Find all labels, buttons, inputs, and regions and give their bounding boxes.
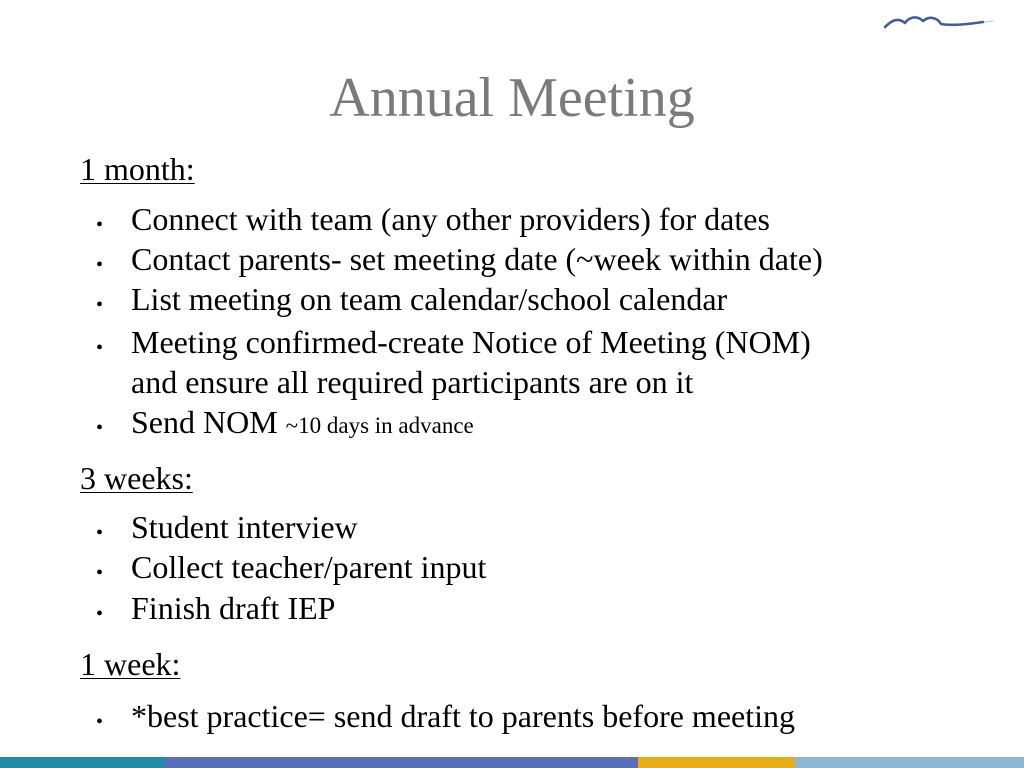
list-item-continuation: and ensure all required participants are on it bbox=[131, 364, 694, 400]
list-item: Contact parents- set meeting date (~week within date) bbox=[131, 241, 823, 277]
bullet-icon: • bbox=[96, 294, 104, 316]
bullet-icon: • bbox=[96, 214, 104, 236]
bar-segment-light-blue bbox=[795, 757, 1024, 768]
bar-segment-yellow bbox=[638, 757, 795, 768]
bar-segment-teal bbox=[0, 757, 165, 768]
bullet-icon: • bbox=[96, 603, 104, 625]
bullet-icon: • bbox=[96, 522, 104, 544]
list-item: *best practice= send draft to parents before meeting bbox=[131, 698, 795, 734]
bar-segment-blue bbox=[165, 757, 638, 768]
logo-mountain-icon bbox=[883, 10, 995, 32]
list-item: Meeting confirmed-create Notice of Meeting (NOM) bbox=[131, 324, 811, 360]
list-item: Connect with team (any other providers) for dates bbox=[131, 201, 770, 237]
list-item: List meeting on team calendar/school calendar bbox=[131, 281, 728, 317]
section-heading-3-weeks: 3 weeks: bbox=[80, 460, 193, 496]
bullet-icon: • bbox=[96, 337, 104, 359]
page-title: Annual Meeting bbox=[329, 67, 695, 129]
list-item-note: ~10 days in advance bbox=[285, 413, 474, 438]
bullet-icon: • bbox=[96, 254, 104, 276]
bullet-icon: • bbox=[96, 711, 104, 733]
section-heading-1-week: 1 week: bbox=[80, 646, 181, 682]
list-item: Collect teacher/parent input bbox=[131, 549, 487, 585]
section-heading-1-month: 1 month: bbox=[80, 151, 195, 187]
list-item bbox=[131, 402, 474, 446]
list-item-text: Send NOM bbox=[131, 404, 278, 440]
bottom-color-bar bbox=[0, 757, 1024, 768]
bullet-icon: • bbox=[96, 562, 104, 584]
bullet-icon: • bbox=[96, 417, 104, 439]
list-item: Finish draft IEP bbox=[131, 590, 336, 626]
list-item: Student interview bbox=[131, 509, 358, 545]
